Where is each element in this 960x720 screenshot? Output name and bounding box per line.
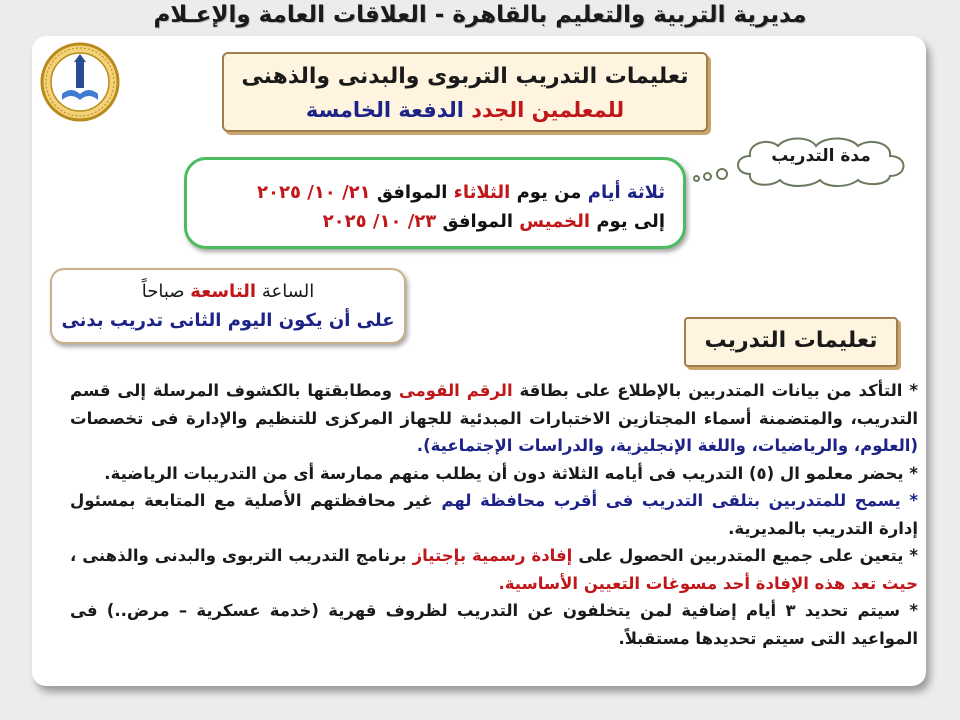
time-line: الساعة التاسعة صباحاً (141, 281, 315, 302)
directorate-logo-icon (40, 42, 120, 122)
physical-training-note: على أن يكون اليوم الثانى تدريب بدنى (61, 310, 395, 331)
cloud-dot (703, 172, 712, 181)
page-title: مديرية التربية والتعليم بالقاهرة - العلاقات العامة والإعـلام (153, 2, 807, 28)
start-date: ٢١/ ١٠/ ٢٠٢٥ (257, 182, 371, 203)
instruction-item: * التأكد من بيانات المتدربين بالإطلاع على بطاقة الرقم القومى ومطابقتها بالكشوف المرسلة إلى قسم التدريب، والمتضمنة أسماء المجتازين الاختبارات المبدئية للجهاز المركزى للتنظيم والإدارة فى تخصصات (العلوم، والرياضيات، واللغة الإنجليزية، والدراسات الإجتماعية). (70, 381, 918, 455)
cloud-dot (693, 175, 700, 182)
date-line-start: ثلاثة أيام من يوم الثلاثاء الموافق ٢١/ ١٠/ ٢٠٢٥ (257, 182, 665, 203)
dates-box (184, 157, 686, 249)
instruction-item: * يتعين على جميع المتدربين الحصول على إفادة رسمية بإجتياز برنامج التدريب التربوى والبدنى والذهنى ، حيث تعد هذه الإفادة أحد مسوغات التعيين الأساسية. (70, 546, 919, 593)
duration-label: مدة التدريب (771, 146, 871, 166)
instruction-item: * يسمح للمتدربين بتلقى التدريب فى أقرب محافظة لهم غير محافظتهم الأصلية مع المتابعة بمسئول إدارة التدريب بالمديرية. (70, 491, 918, 538)
time-box (50, 268, 406, 344)
instruction-item: * يحضر معلمو ال (٥) التدريب فى أيامه الثلاثة دون أن يطلب منهم ممارسة أى من التدريبات الرياضية. (104, 463, 918, 483)
date-line-end: إلى يوم الخميس الموافق ٢٣/ ١٠/ ٢٠٢٥ (322, 211, 665, 232)
header-line2 (224, 94, 706, 126)
instruction-item: * سيتم تحديد ٣ أيام إضافية لمن يتخلفون عن التدريب لظروف قهرية (خدمة عسكرية – مرض..) فى المواعيد التى سيتم تحديدها مستقبلاً. (70, 601, 919, 648)
header-new-teachers: للمعلمين الجدد (471, 98, 625, 122)
instructions-heading: تعليمات التدريب (684, 317, 898, 367)
header-line1: تعليمات التدريب التربوى والبدنى والذهنى (241, 64, 689, 89)
instructions-list (70, 377, 918, 652)
header-batch: الدفعة الخامسة (305, 98, 464, 122)
header-title-box (222, 52, 708, 132)
cloud-dot (716, 168, 728, 180)
end-date: ٢٣/ ١٠/ ٢٠٢٥ (322, 211, 437, 232)
